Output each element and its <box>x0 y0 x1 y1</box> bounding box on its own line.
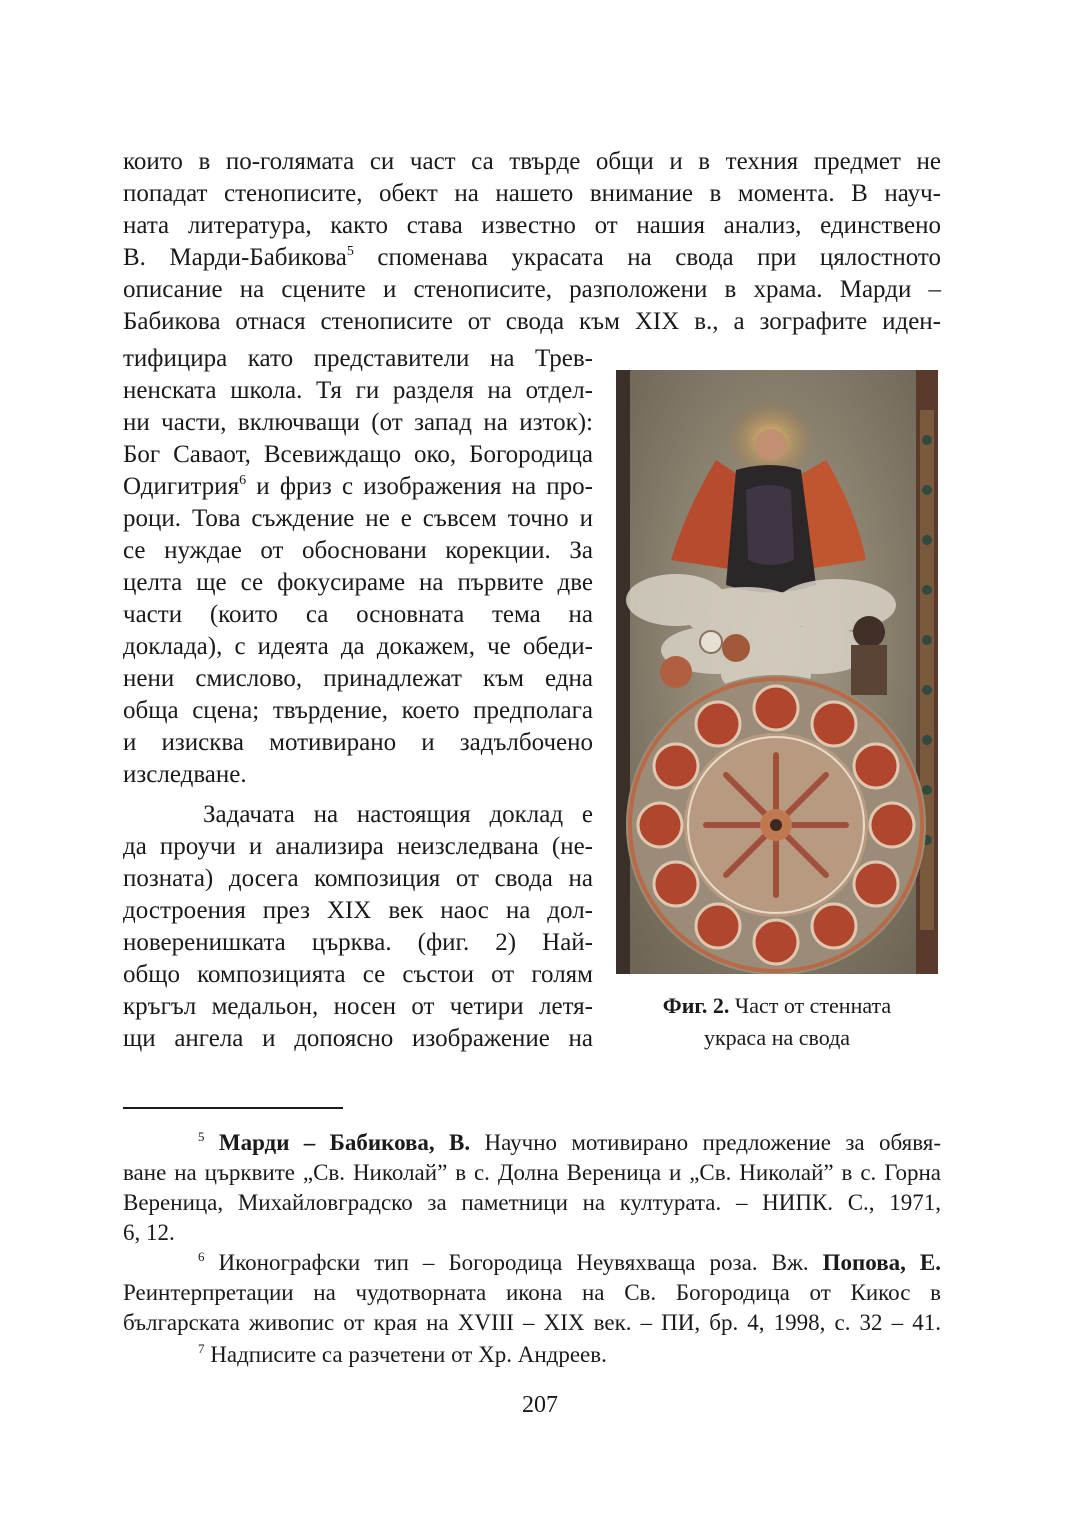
column-line: ненската школа. Тя ги разделя на отдел- <box>123 377 593 404</box>
footnote-line: ване на църквите „Св. Николай” в с. Долна Вереница и „Св. Николай” в с. Горна <box>123 1160 941 1185</box>
column-line: обща сцена; твърдение, което предполага <box>123 697 593 724</box>
column-line: новеренишката църква. (фиг. 2) Най- <box>123 929 593 956</box>
footnote-5 <box>123 1128 941 1158</box>
column-line: ни части, включващи (от запад на изток): <box>123 409 593 436</box>
footnote-7 <box>123 1340 941 1370</box>
body-text: В. Марди-Бабикова <box>123 244 347 271</box>
column-line: се нуждае от обосновани корекции. За <box>123 537 593 564</box>
body-line: описание на сцените и стенописите, разположени в храма. Марди – <box>123 276 941 303</box>
body-text: Одигитрия <box>123 473 240 500</box>
footnote-line: Реинтерпретации на чудотворната икона на Св. Богородица от Кикос в <box>123 1280 941 1305</box>
footnote-author: Марди – Бабикова, В. <box>218 1130 471 1155</box>
fresco-figure <box>616 370 938 974</box>
column-line <box>123 471 593 503</box>
footnote-text: Надписите са разчетени от Хр. Андреев. <box>204 1342 607 1367</box>
footnote-number: 7 <box>198 1341 205 1356</box>
fresco-image <box>616 370 938 974</box>
body-text: и фриз с изображения на про- <box>246 473 593 500</box>
figure-label: Фиг. 2. <box>662 993 730 1018</box>
column-line: и изисква мотивирано и задълбочено <box>123 729 593 756</box>
column-line: достроения през XIX век наос на дол- <box>123 897 593 924</box>
column-line: общо композицията се състои от голям <box>123 961 593 988</box>
footnote-ref-5[interactable]: 5 <box>346 244 354 259</box>
column-line: нени смислово, принадлежат към една <box>123 665 593 692</box>
footnote-divider <box>123 1107 343 1109</box>
column-line: роци. Това съждение не е съвсем точно и <box>123 505 593 532</box>
footnote-line: българската живопис от края на XVIII – XIX век. – ПИ, бр. 4, 1998, с. 32 – 41. <box>123 1310 941 1335</box>
footnote-number: 6 <box>198 1249 205 1264</box>
page-number: 207 <box>522 1392 558 1418</box>
body-line: които в по-голямата си част са твърде общи и в техния предмет не <box>123 148 941 175</box>
figure-caption <box>616 990 938 1022</box>
column-line: кръгъл медальон, носен от четири летя- <box>123 993 593 1020</box>
footnote-line: Вереница, Михайловградско за паметници на културата. – НИПК. С., 1971, <box>123 1190 941 1215</box>
figure-caption: украса на свода <box>703 1025 851 1050</box>
column-line: Задачата на настоящия доклад е <box>203 801 593 828</box>
column-line: щи ангела и допоясно изображение на <box>123 1025 593 1052</box>
body-line: попадат стенописите, обект на нашето внимание в момента. В науч- <box>123 180 941 207</box>
column-line: тифицира като представители на Трев- <box>123 345 593 372</box>
footnote-author: Попова, Е. <box>822 1250 941 1275</box>
footnote-ref-6[interactable]: 6 <box>239 473 247 488</box>
footnote-6 <box>123 1248 941 1278</box>
column-line: да проучи и анализира неизследвана (не- <box>123 833 593 860</box>
body-line <box>123 242 941 274</box>
footnote-line: 6, 12. <box>123 1220 175 1245</box>
column-line: целта ще се фокусираме на първите две <box>123 569 593 596</box>
column-line: Бог Саваот, Всевиждащо око, Богородица <box>123 441 593 468</box>
footnote-text: Научно мотивирано предложение за обявя- <box>470 1130 941 1155</box>
footnote-text: Иконографски тип – Богородица Неувяхваща роза. Вж. <box>204 1250 823 1275</box>
footnote-number: 5 <box>198 1129 205 1144</box>
column-line: доклада), с идеята да докажем, че обеди- <box>123 633 593 660</box>
column-line: части (които са основната тема на <box>123 601 593 628</box>
column-line: изследване. <box>123 761 247 788</box>
column-line: позната) досега композиция от свода на <box>123 865 593 892</box>
caption-text: Част от стенната <box>729 993 892 1018</box>
body-text: споменава украсата на свода при цялостното <box>353 244 941 271</box>
body-line: ната литература, както става известно от нашия анализ, единствено <box>123 212 941 239</box>
body-line: Бабикова отнася стенописите от свода към XIX в., а зографите иден- <box>123 308 941 335</box>
